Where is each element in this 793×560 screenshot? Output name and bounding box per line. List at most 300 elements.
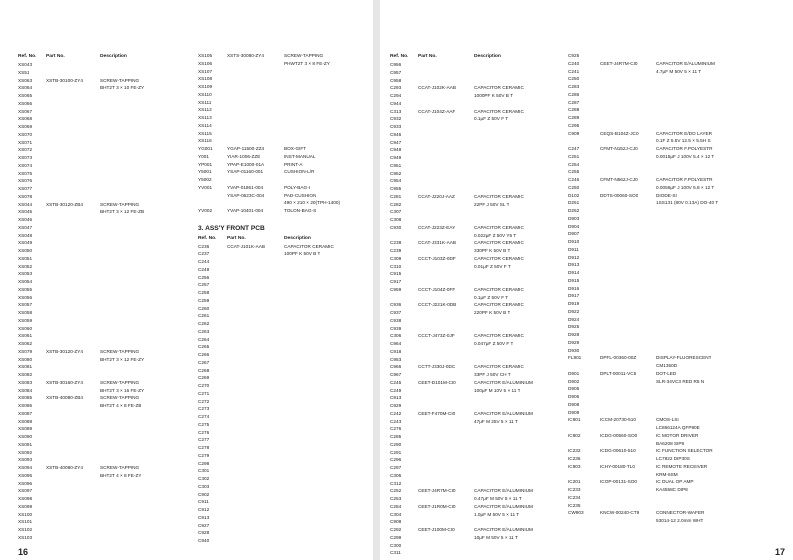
- description-cell: BHT2T 3 × 12 FE-ZB: [100, 209, 145, 215]
- part-no-cell: CEET-J4R7M-CI0: [418, 488, 456, 494]
- table-row: [198, 199, 341, 207]
- part-no-header: Part No.: [227, 235, 246, 241]
- table-row: [198, 475, 265, 483]
- ref-no-cell: YG001: [198, 146, 213, 151]
- part-no-cell: YVAP-01861-004: [227, 184, 264, 190]
- ref-no-cell: D907: [568, 231, 580, 237]
- table-row: [198, 421, 265, 429]
- ref-no-cell: C928: [198, 530, 210, 536]
- description-cell: 0.1μF Z 50V F T: [474, 116, 509, 122]
- part-no-cell: ICDG-00610-510: [600, 448, 636, 454]
- ref-no-cell: XS080: [18, 356, 33, 362]
- ref-no-cell: C953: [390, 356, 402, 362]
- ref-no-cell: XS087: [18, 410, 33, 416]
- ref-no-cell: XS099: [18, 503, 33, 509]
- ref-no-cell: C303: [198, 483, 210, 489]
- ref-no-cell: XS097: [18, 488, 33, 494]
- ref-no-cell: D916: [568, 285, 580, 291]
- ref-no-cell: C297: [390, 465, 402, 470]
- ref-no-cell: XS088: [18, 418, 33, 424]
- table-row: [198, 413, 265, 421]
- ref-no-cell: XS069: [18, 124, 33, 129]
- ref-no-cell: C286: [568, 91, 580, 97]
- ref-no-cell: C311: [390, 550, 401, 556]
- page-number: 16: [18, 547, 29, 557]
- ref-no-cell: C936: [390, 302, 402, 308]
- ref-no-cell: XS085: [18, 395, 33, 401]
- table-row: [198, 405, 265, 413]
- ref-no-cell: XS107: [198, 68, 213, 74]
- ref-no-cell: C293: [390, 85, 402, 91]
- ref-no-cell: C291: [390, 449, 402, 455]
- ref-no-cell: XS060: [18, 325, 33, 331]
- ref-no-cell: C296: [390, 457, 402, 463]
- ref-no-cell: C292: [390, 527, 402, 532]
- table-row: [198, 130, 265, 138]
- ref-no-cell: C288: [568, 107, 580, 113]
- ref-no-cell: XS066: [18, 100, 33, 106]
- left-page-column-2: [198, 52, 341, 545]
- description-cell: SCREW-TAPPING: [100, 395, 140, 401]
- ref-no-cell: XS084: [18, 387, 33, 393]
- ref-no-cell: C302: [198, 476, 210, 481]
- part-no-cell: YIAR-1006-ZZE: [227, 153, 261, 159]
- ref-no-cell: XS064: [18, 85, 33, 91]
- ref-no-cell: C313: [390, 108, 402, 114]
- table-row: [198, 60, 330, 68]
- ref-no-cell: XS054: [18, 279, 33, 284]
- ref-no-cell: C261: [198, 313, 210, 319]
- ref-no-cell: C250: [568, 76, 580, 82]
- part-no-cell: ICCM-20730-510: [600, 417, 636, 423]
- ref-no-cell: C287: [568, 99, 580, 105]
- table-row: [198, 68, 265, 76]
- ref-no-cell: D905: [568, 386, 580, 392]
- description-cell: 4.7μF M 50V 5 × 11 T: [656, 68, 702, 74]
- table-row: [198, 498, 265, 506]
- ref-no-cell: XS053: [18, 271, 33, 277]
- ref-no-cell: C254: [568, 161, 580, 167]
- ref-no-cell: D910: [568, 239, 580, 244]
- description-cell: TOLON-BAG-S: [284, 208, 317, 213]
- ref-no-cell: XS109: [198, 84, 213, 89]
- description-cell: CAPACITOR CERAMIC: [474, 108, 524, 114]
- part-no-cell: CEET-J4R7M-CI0: [600, 60, 638, 66]
- ref-no-cell: C940: [198, 538, 210, 543]
- description-cell: 47μF M 25V 5 × 11 T: [474, 418, 518, 424]
- ref-no-cell: C956: [390, 62, 402, 67]
- ref-no-cell: XS091: [18, 441, 33, 447]
- table-row: [198, 320, 265, 328]
- ref-no-cell: C269: [198, 375, 210, 381]
- ref-no-cell: C946: [390, 131, 402, 137]
- table-row: [198, 336, 265, 344]
- ref-no-cell: C240: [568, 60, 580, 66]
- description-cell: CAPACITOR E/ALUMINIUM: [656, 60, 715, 66]
- ref-no-cell: D930: [568, 347, 580, 353]
- part-no-cell: YGAP-11500-ZZ4: [227, 146, 265, 151]
- ref-no-cell: C279: [198, 452, 210, 458]
- ref-no-cell: XS043: [18, 62, 33, 67]
- ref-no-cell: XS092: [18, 449, 33, 455]
- ref-no-cell: XS074: [18, 162, 33, 168]
- description-cell: CAPACITOR CERAMIC: [474, 255, 524, 261]
- ref-no-cell: C256: [198, 274, 210, 280]
- ref-no-cell: D924: [568, 316, 580, 322]
- ref-no-cell: C959: [390, 286, 402, 292]
- description-header: Description: [474, 54, 501, 59]
- ref-no-cell: IC234: [568, 494, 581, 500]
- ref-no-cell: C294: [390, 93, 402, 98]
- description-cell: BHT2T 3 × 12 FE-ZY: [100, 356, 145, 362]
- ref-no-cell: XS077: [18, 186, 33, 191]
- table-row: [198, 483, 265, 491]
- table-row: [198, 305, 265, 313]
- ref-no-cell: XS049: [18, 240, 33, 246]
- description-cell: CAPACITOR CERAMIC: [474, 85, 524, 91]
- ref-no-cell: C289: [568, 115, 580, 120]
- ref-no-cell: XS102: [18, 527, 33, 532]
- ref-no-cell: C929: [390, 403, 402, 408]
- ref-no-cell: C276: [390, 426, 402, 432]
- table-row: [198, 99, 265, 107]
- ref-no-cell: IC236: [568, 456, 581, 461]
- ref-no-cell: XS51: [18, 69, 30, 75]
- table-row: [198, 522, 265, 530]
- table-row: [198, 529, 265, 537]
- table-row: [198, 114, 265, 122]
- ref-no-cell: XS057: [18, 302, 33, 308]
- table-row: [198, 444, 265, 452]
- table-row: [198, 91, 265, 99]
- ref-no-cell: C271: [198, 390, 210, 396]
- ref-no-cell: XS052: [18, 263, 33, 269]
- part-no-cell: CCAT-J220J-AAZ: [418, 193, 455, 199]
- ref-no-cell: XS079: [18, 348, 33, 354]
- description-cell: PRINT-A: [284, 161, 303, 167]
- ref-no-cell: C964: [390, 341, 402, 346]
- ref-no-cell: D252: [568, 208, 580, 213]
- ref-no-cell: XS083: [18, 379, 33, 385]
- ref-no-cell: C283: [568, 84, 580, 89]
- description-cell: 1.0μF M 50V 5 × 11 T: [474, 511, 520, 517]
- part-no-cell: CEET-J100M-CI0: [418, 527, 455, 532]
- ref-no-cell: C266: [198, 352, 210, 357]
- ref-no-cell: XS050: [18, 248, 33, 253]
- table-row: [198, 351, 265, 359]
- description-cell: BHT2T 4 × 8 FE-ZB: [100, 403, 142, 408]
- part-no-cell: ICOP-00131-SO0: [600, 479, 637, 485]
- table-row: [198, 274, 265, 282]
- ref-no-cell: C260: [198, 305, 210, 311]
- ref-no-cell: C241: [568, 68, 580, 74]
- table-row: [198, 359, 265, 367]
- table-row: [198, 52, 324, 60]
- ref-no-cell: D906: [568, 394, 580, 399]
- description-cell: 33PF J 50V CH T: [474, 372, 511, 377]
- description-cell: CAPACITOR CERAMIC: [474, 286, 524, 292]
- table-row: [198, 176, 265, 184]
- ref-no-cell: XS103: [18, 534, 33, 540]
- ref-no-cell: D913: [568, 262, 580, 268]
- ref-no-cell: C253: [390, 496, 402, 501]
- ref-no-cell: XS115: [198, 130, 212, 136]
- ref-no-cell: XS098: [18, 496, 33, 501]
- ref-no-cell: C939: [390, 325, 402, 331]
- part-no-cell: YPAP-E1000-01A: [227, 161, 265, 167]
- part-no-cell: XSTB-30120-ZB4: [46, 201, 83, 207]
- table-row: [198, 328, 265, 336]
- description-cell: CAPACITOR CERAMIC: [474, 302, 524, 308]
- ref-no-cell: XS116: [198, 138, 212, 144]
- description-cell: CAPACITOR CERAMIC: [474, 333, 524, 339]
- description-cell: DOT-LED: [656, 370, 677, 376]
- ref-no-cell: C274: [198, 414, 210, 419]
- ref-no-cell: C913: [390, 395, 402, 401]
- table-row: [198, 398, 265, 406]
- ref-no-cell: D251: [568, 200, 580, 206]
- ref-no-cell: XS044: [18, 201, 33, 207]
- ref-no-header: Ref. No.: [18, 54, 37, 59]
- part-no-cell: CCCT-J104Z-0FF: [418, 286, 456, 292]
- ref-no-cell: D911: [568, 246, 579, 252]
- ref-no-cell: XS062: [18, 341, 33, 346]
- ref-no-cell: C938: [390, 317, 402, 323]
- description-cell: CAPACITOR CERAMIC: [474, 224, 524, 230]
- table-row: [198, 491, 265, 499]
- ref-no-cell: XS105: [198, 53, 213, 58]
- ref-no-cell: D903: [568, 215, 580, 221]
- ref-no-cell: XS051: [18, 255, 33, 261]
- ref-no-cell: C958: [390, 77, 402, 83]
- ref-no-cell: XS112: [198, 107, 212, 113]
- ref-no-cell: C238: [390, 240, 402, 246]
- part-no-cell: CEET-D101M-CI0: [418, 379, 456, 385]
- ref-no-cell: XS114: [198, 122, 212, 128]
- ref-no-cell: C275: [198, 421, 210, 427]
- table-row: [198, 506, 265, 514]
- ref-no-cell: XS063: [18, 77, 33, 83]
- ref-no-cell: C933: [390, 124, 402, 129]
- ref-no-cell: XS089: [18, 426, 33, 432]
- ref-no-cell: C272: [198, 398, 210, 404]
- ref-no-cell: XS055: [18, 286, 33, 292]
- ref-no-cell: C249: [390, 387, 402, 393]
- table-row: [198, 452, 265, 460]
- table-row: [198, 122, 265, 130]
- description-cell: IC REMOTE RECEIVER: [656, 463, 708, 469]
- ref-no-cell: XS108: [198, 76, 213, 82]
- ref-no-cell: C966: [390, 364, 402, 370]
- ref-no-cell: C305: [390, 472, 402, 478]
- description-cell: 100PF K 50V B T: [284, 251, 321, 257]
- description-cell: CAPACITOR E/DO LAYER: [656, 130, 713, 136]
- ref-no-cell: C306: [390, 333, 402, 339]
- description-cell: DISPLAY-FLUORESCENT: [656, 355, 712, 361]
- description-cell: CUSHION-L/R: [284, 169, 315, 175]
- table-row: [198, 106, 265, 114]
- ref-no-cell: XS076: [18, 178, 33, 184]
- table-row: [198, 243, 334, 251]
- ref-no-cell: C237: [198, 251, 210, 257]
- ref-no-cell: C243: [390, 418, 402, 424]
- part-no-cell: DDTS-00060-SO0: [600, 192, 639, 198]
- part-no-cell: XSTB-30120-ZY4: [46, 348, 83, 354]
- description-cell: CAPACITOR CERAMIC: [474, 240, 524, 246]
- ref-no-cell: C277: [198, 437, 210, 443]
- part-no-cell: YVAP-10401-004: [227, 208, 264, 213]
- description-cell: 0.047μF Z 50V F T: [474, 341, 514, 346]
- ref-no-cell: C309: [390, 255, 402, 261]
- part-no-cell: DPFL-00360-00Z: [600, 355, 637, 361]
- ref-no-cell: C295: [568, 122, 580, 128]
- ref-no-cell: XS047: [18, 224, 33, 230]
- table-row: [198, 289, 265, 297]
- description-cell: 0.022μF Z 50V Y5 T: [474, 232, 517, 238]
- description-cell: 330PF K 50V B T: [474, 248, 511, 253]
- description-cell: CAPACITOR F.POLYESTR: [656, 177, 713, 182]
- ref-no-cell: XS095: [18, 472, 33, 478]
- page-number: 17: [774, 547, 785, 557]
- part-no-cell: CCCT-J103Z-0DF: [418, 255, 456, 261]
- table-row: [198, 374, 265, 382]
- ref-no-cell: XS090: [18, 434, 33, 439]
- ref-no-cell: C312: [390, 480, 402, 486]
- ref-no-cell: XS073: [18, 155, 33, 160]
- description-cell: LC866124A QFP80E: [656, 425, 700, 430]
- part-no-cell: CCAT-J223Z-EAY: [418, 224, 456, 230]
- part-no-cell: CEET-F470M-CI0: [418, 410, 456, 416]
- table-row: [198, 467, 265, 475]
- right-page: [380, 0, 793, 560]
- description-cell: 0.1μF Z 50V F T: [474, 294, 509, 300]
- ref-no-cell: XS110: [198, 91, 212, 97]
- ref-no-cell: C951: [390, 162, 402, 168]
- description-cell: 0.01μF Z 50V F T: [474, 263, 511, 269]
- description-cell: BHT2T 3 × 10 FE-ZY: [100, 85, 145, 91]
- table-row: [198, 343, 265, 351]
- ref-no-cell: XS046: [18, 217, 33, 222]
- description-cell: KRM-6SM: [656, 471, 678, 477]
- description-cell: CAPACITOR E/ALUMINIUM: [474, 410, 533, 416]
- table-row: [198, 436, 265, 444]
- ref-no-cell: XS093: [18, 457, 33, 463]
- ref-no-cell: C957: [390, 69, 402, 75]
- ref-no-cell: C251: [568, 153, 580, 159]
- description-header: Description: [284, 235, 311, 241]
- description-cell: 100μF M 10V 5 × 11 T: [474, 387, 521, 393]
- binding-gutter: [373, 0, 380, 560]
- ref-no-cell: IC902: [568, 432, 581, 438]
- part-no-cell: CFMT-N562J-CJ0: [600, 177, 638, 182]
- ref-no-cell: YP001: [198, 161, 213, 167]
- ref-no-cell: XS065: [18, 93, 33, 98]
- ref-no-cell: D928: [568, 332, 580, 337]
- ref-no-cell: XS111: [198, 99, 212, 105]
- table-row: [198, 207, 317, 215]
- ref-no-cell: D922: [568, 308, 580, 314]
- ref-no-cell: C236: [198, 243, 210, 249]
- table-row: [198, 281, 265, 289]
- ref-no-cell: C263: [198, 328, 210, 334]
- description-cell: KA4558C DIP8: [656, 487, 688, 492]
- part-no-cell: CCCT-J473Z-0JF: [418, 333, 455, 339]
- ref-no-cell: D929: [568, 339, 580, 345]
- ref-no-cell: XS045: [18, 209, 33, 215]
- ref-no-cell: D909: [568, 409, 580, 415]
- description-cell: PHWT2T 3 × 8 FE-ZY: [284, 60, 330, 66]
- ref-no-cell: Y001: [198, 153, 209, 159]
- table-row: [198, 429, 265, 437]
- ref-no-cell: D102: [568, 192, 580, 198]
- description-cell: SCREW-TAPPING: [100, 379, 140, 385]
- description-cell: CMOS-LSI: [656, 417, 679, 423]
- description-cell: CAPACITOR CERAMIC: [284, 243, 334, 249]
- ref-no-cell: C307: [390, 209, 402, 215]
- ref-no-cell: IC235: [568, 502, 581, 508]
- ref-no-cell: IC232: [568, 448, 581, 454]
- ref-no-cell: C273: [198, 406, 210, 412]
- part-no-cell: XSTB-30160-ZY4: [46, 379, 83, 385]
- table-row: [198, 297, 265, 305]
- ref-no-cell: XS068: [18, 116, 33, 122]
- ref-no-cell: C902: [198, 491, 210, 497]
- ref-no-cell: C937: [390, 310, 402, 315]
- part-no-cell: CEQS-B104Z-JC0: [600, 130, 639, 136]
- ref-no-cell: IC201: [568, 479, 581, 485]
- ref-no-cell: D925: [568, 324, 580, 330]
- description-cell: CAPACITOR E/ALUMINIUM: [474, 379, 533, 385]
- part-no-cell: DPLT-00011-VC5: [600, 370, 637, 376]
- part-no-cell: KNCW-00240-CT9: [600, 510, 640, 516]
- spacer: [198, 215, 265, 223]
- ref-no-cell: C247: [568, 146, 580, 151]
- description-cell: 220PF K 50V B T: [474, 310, 511, 315]
- description-cell: CAPACITOR F.POLYESTR: [656, 146, 713, 151]
- table-row: [198, 153, 316, 161]
- ref-no-cell: C282: [390, 201, 402, 207]
- description-cell: POLY-BAG-I: [284, 184, 311, 190]
- part-no-cell: CCAT-J102K-AAB: [418, 85, 456, 91]
- ref-no-cell: C250: [568, 184, 580, 190]
- description-cell: 490 × 210 × 20(TPH-1400): [284, 200, 341, 206]
- description-cell: CONNECTOR-WAFER: [656, 510, 705, 516]
- part-no-header: Part No.: [418, 54, 437, 59]
- ref-no-cell: D912: [568, 254, 580, 260]
- description-cell: SCREW-TAPPING: [100, 77, 140, 83]
- description-cell: CAPACITOR CERAMIC: [474, 193, 524, 199]
- ref-no-cell: C290: [390, 441, 402, 447]
- part-no-cell: CCAT-J101K-AAB: [227, 243, 265, 249]
- ref-no-cell: C268: [198, 367, 210, 373]
- description-cell: PAD-CUSHION: [284, 192, 317, 198]
- part-no-cell: XSTB-40080-ZB4: [46, 395, 83, 401]
- ref-no-cell: C918: [390, 348, 402, 354]
- ref-no-cell: XS067: [18, 108, 33, 114]
- ref-no-cell: D917: [568, 293, 580, 299]
- ref-no-cell: C242: [390, 410, 402, 416]
- ref-no-cell: C258: [198, 290, 210, 295]
- table-row: [198, 266, 265, 274]
- ref-no-cell: IC233: [568, 487, 581, 492]
- ref-no-cell: C912: [198, 507, 210, 512]
- ref-no-cell: C244: [198, 259, 210, 264]
- ref-no-cell: C954: [390, 178, 402, 184]
- ref-no-cell: C300: [390, 542, 402, 548]
- table-row: [198, 145, 307, 153]
- part-no-cell: CEET-J1R0M-CI0: [418, 503, 456, 509]
- description-cell: IC FUNCTION SELECTOR: [656, 448, 713, 454]
